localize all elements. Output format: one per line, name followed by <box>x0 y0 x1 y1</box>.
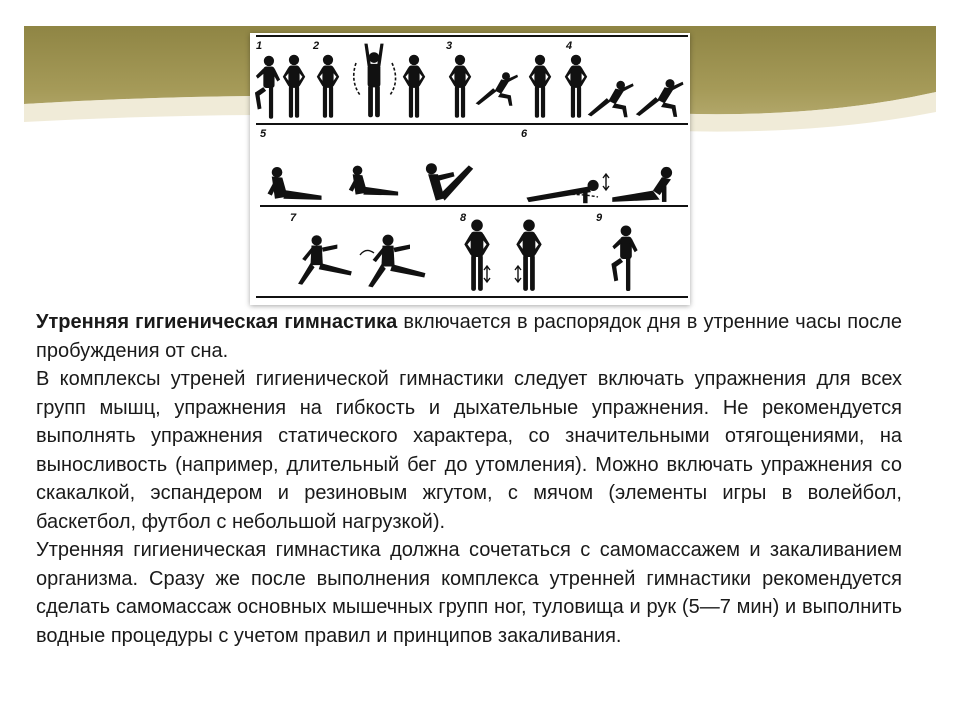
panel-number-7: 7 <box>290 212 297 224</box>
panel-number-2: 2 <box>313 40 320 52</box>
lead-term: Утренняя гигиеническая гимнастика <box>36 311 398 333</box>
panel-number-4: 4 <box>566 40 573 52</box>
figure-4b <box>588 81 634 117</box>
body-text <box>36 308 902 650</box>
panel-number-9: 9 <box>596 212 603 224</box>
figure-7a <box>298 235 352 285</box>
paragraph-3: Утренняя гигиеническая гимнастика должна сочетаться с самомассажем и закаливанием организма. Сразу же после выполнения комплекса утренней гимнастики рекомендуется сделать самомассаж основных мышечных групп ног, туловища и рук (5—7 мин) и выполнить водные процедуры с учетом правил и принципов закаливания. <box>36 539 902 647</box>
figure-3c <box>529 55 551 118</box>
figure-2a <box>317 55 339 118</box>
figure-6b <box>612 167 672 202</box>
paragraph-2: В комплексы утреней гигиенической гимнастики следует включать упражнения для всех групп мышц, упражнения на гибкость и дыхательные упражнения. Не рекомендуется выполнять упражнения статического характера, со значительными отягощениями, на выносливость (например, длительный бег до утомления). Можно включать упражнения со скакалкой, эспандером и резиновым жгутом, с мячом (элементы игры в волейбол, баскетбол, футбол с небольшой нагрузкой). <box>36 368 902 533</box>
paragraph-1-text: включается в распорядок дня в утренние часы после пробуждения от сна. <box>36 311 902 362</box>
figure-9a <box>611 225 637 291</box>
figure-3a <box>449 55 471 118</box>
figure-7b <box>368 235 425 288</box>
figure-5b <box>349 166 398 196</box>
figure-5c <box>426 163 473 200</box>
figure-3b <box>476 72 518 106</box>
figure-1b <box>283 55 305 118</box>
figure-2b <box>364 44 383 118</box>
figure-4c <box>636 79 684 117</box>
panel-number-5: 5 <box>260 128 267 140</box>
figure-4a <box>565 55 587 118</box>
exercise-row-3 <box>298 220 638 292</box>
panel-number-1: 1 <box>256 40 263 52</box>
figure-6a <box>526 180 598 203</box>
panel-number-6: 6 <box>521 128 528 140</box>
figure-5a <box>268 167 322 200</box>
paragraph-1 <box>36 308 902 365</box>
figure-1a <box>255 56 280 119</box>
exercise-row-2 <box>268 163 673 203</box>
panel-number-3: 3 <box>446 40 453 52</box>
exercise-illustration <box>250 33 690 305</box>
panel-number-8: 8 <box>460 212 467 224</box>
figure-2c <box>403 55 425 118</box>
exercise-row-1 <box>255 44 684 119</box>
